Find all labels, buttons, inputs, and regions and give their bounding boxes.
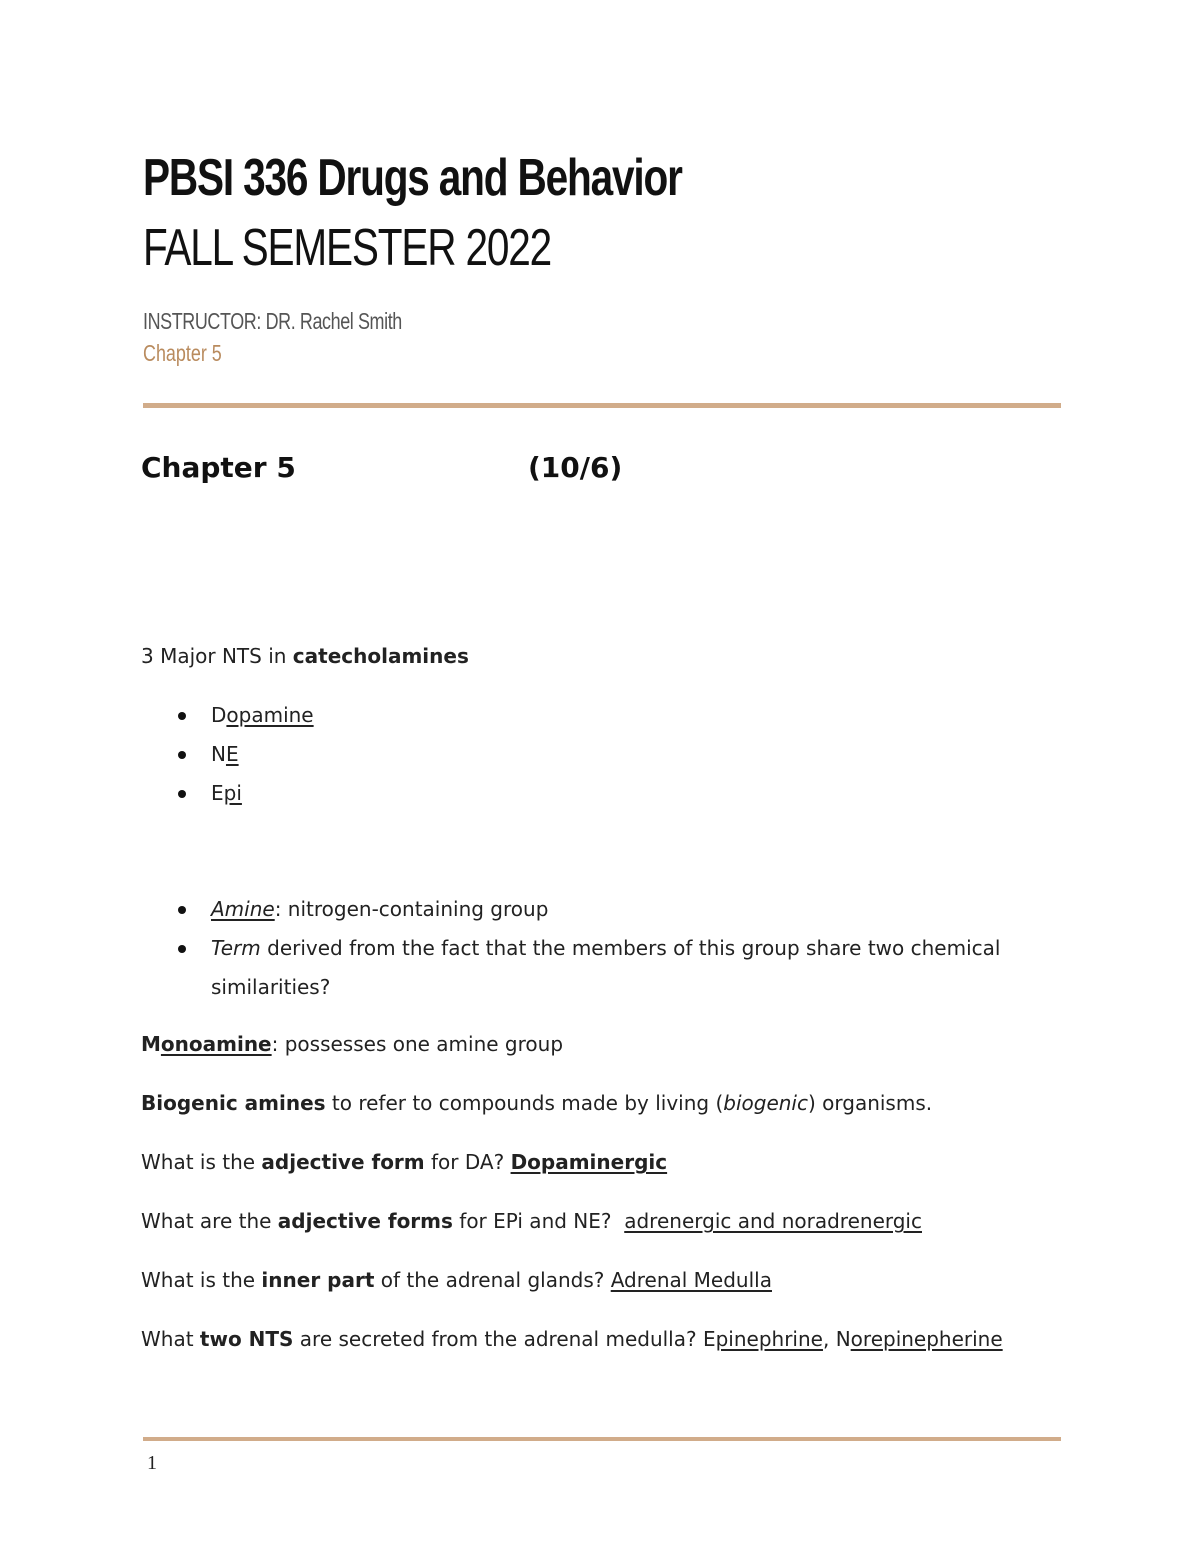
q-pre: What is the [141,1150,262,1174]
q-post: of the adrenal glands? [374,1268,611,1292]
instructor-line: INSTRUCTOR: DR. Rachel Smith [143,308,402,334]
q-pre: What [141,1327,200,1351]
question-two-nts [141,1327,1003,1351]
q-bold: two NTS [199,1327,294,1351]
q-answer1-rest: pinephrine [715,1327,823,1351]
item-first-letter: N [211,742,226,766]
biogenic-bold: Biogenic amines [141,1091,326,1115]
q-sep: , [822,1327,836,1351]
q-answer: adrenergic and noradrenergic [624,1209,922,1233]
q-answer2-rest: orepinepherine [850,1327,1003,1351]
bullet-icon [178,712,186,720]
biogenic-line [141,1091,932,1115]
bullet-icon [178,945,186,953]
chapter-subtitle: Chapter 5 [143,340,222,366]
amine-definition: : nitrogen-containing group [274,897,549,921]
list-item-epi [211,781,242,805]
list-item-ne [211,742,239,766]
monoamine-rest: onoamine [160,1032,272,1056]
page-number: 1 [147,1452,157,1474]
bullet-icon [178,751,186,759]
section-heading: Chapter 5 [141,451,296,484]
item-rest: E [225,742,239,766]
biogenic-middle: to refer to compounds made by living ( [325,1091,724,1115]
q-answer: Adrenal Medulla [610,1268,772,1292]
term-line2: similarities? [211,975,331,999]
term-line1: derived from the fact that the members of this group share two chemical [260,936,1001,960]
monoamine-line [141,1032,563,1056]
term-word: Term [211,936,261,960]
question-epi-ne [141,1209,922,1233]
question-da [141,1150,667,1174]
list-item-dopamine [211,703,314,727]
q-post: for EPi and NE? [452,1209,625,1233]
list-item-amine [211,897,548,921]
amine-term: Amine [211,897,275,921]
item-rest: pi [223,781,242,805]
q-bold: adjective form [261,1150,425,1174]
q-answer1-first: E [702,1327,716,1351]
q-bold: inner part [261,1268,375,1292]
q-post: are secreted from the adrenal medulla? [293,1327,703,1351]
q-answer2-first: N [835,1327,851,1351]
footer-divider [143,1437,1061,1441]
item-first-letter: D [211,703,227,727]
list-item-term [211,936,1000,960]
intro-prefix: 3 Major NTS in [141,644,293,668]
semester-title: FALL SEMESTER 2022 [143,219,552,277]
item-rest: opamine [226,703,314,727]
question-adrenal [141,1268,772,1292]
item-first-letter: E [211,781,224,805]
q-bold: adjective forms [277,1209,453,1233]
header-divider [143,403,1061,408]
course-title: PBSI 336 Drugs and Behavior [143,149,682,207]
biogenic-italic: biogenic [723,1091,808,1115]
q-pre: What are the [141,1209,278,1233]
q-pre: What is the [141,1268,262,1292]
bullet-icon [178,906,186,914]
intro-bold: catecholamines [292,644,469,668]
intro-line [141,644,469,668]
q-answer: Dopaminergic [510,1150,668,1174]
biogenic-end: ) organisms. [807,1091,933,1115]
monoamine-first: M [141,1032,161,1056]
monoamine-definition: : possesses one amine group [271,1032,564,1056]
section-date: (10/6) [528,451,623,484]
bullet-icon [178,790,186,798]
q-post: for DA? [424,1150,511,1174]
